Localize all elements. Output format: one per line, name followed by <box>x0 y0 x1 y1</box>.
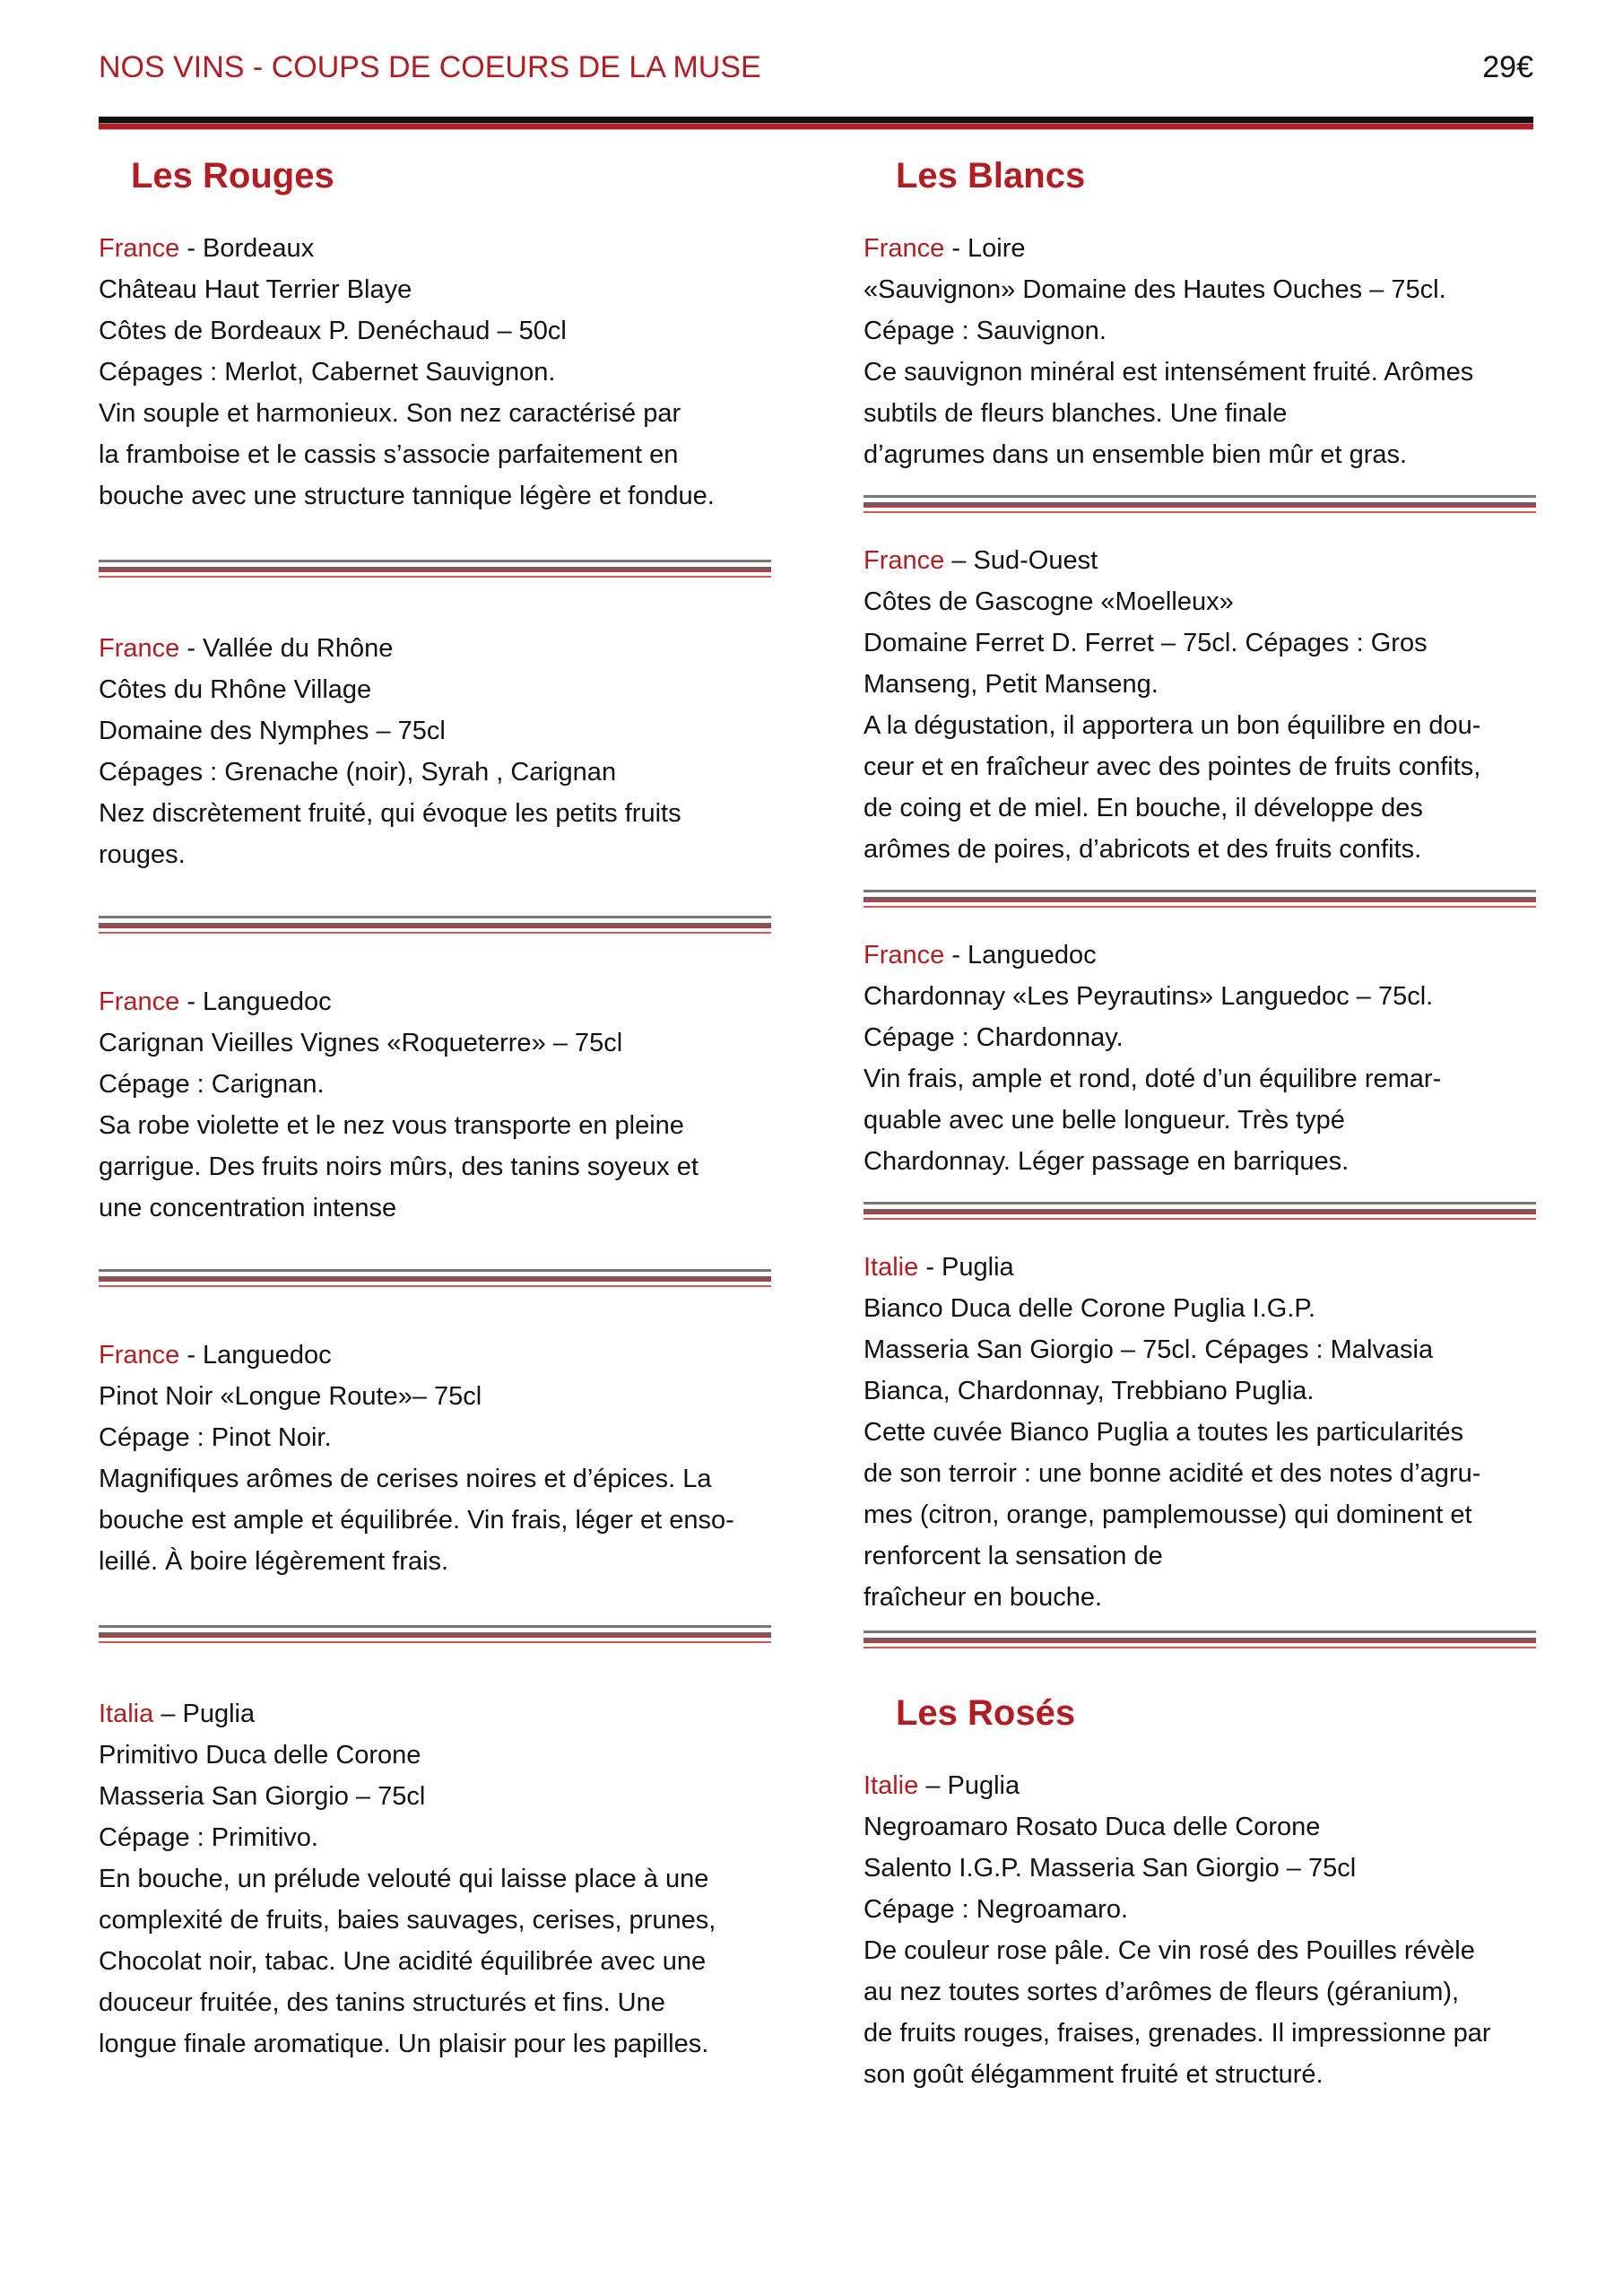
wine-description-line: Masseria San Giorgio – 75cl. Cépages : Malvasia <box>864 1335 1434 1364</box>
wine-description-line: longue finale aromatique. Un plaisir pour les papilles. <box>99 2030 709 2058</box>
wine-description-line: Masseria San Giorgio – 75cl <box>99 1782 426 1811</box>
wine-origin <box>864 1765 1536 1806</box>
wine-description-line: fraîcheur en bouche. <box>864 1583 1103 1612</box>
wine-entry <box>99 1335 771 1582</box>
wine-description-line: subtils de fleurs blanches. Une finale <box>864 399 1288 428</box>
wine-name: Chardonnay «Les Peyrautins» Languedoc – 75cl. <box>864 982 1434 1011</box>
wine-entry <box>864 228 1536 475</box>
wine-region: Languedoc <box>203 1341 332 1370</box>
divider <box>99 560 771 578</box>
wine-country: France <box>99 987 180 1016</box>
wine-description-line: A la dégustation, il apportera un bon équilibre en dou- <box>864 711 1481 740</box>
page-title: NOS VINS - COUPS DE COEURS DE LA MUSE <box>99 50 761 84</box>
wine-description-line: renforcent la sensation de <box>864 1542 1163 1570</box>
wine-entry <box>864 935 1536 1182</box>
wine-description-line: Cette cuvée Bianco Puglia a toutes les particularités <box>864 1418 1463 1447</box>
wine-description-line: Vin souple et harmonieux. Son nez caractérisé par <box>99 399 681 428</box>
wine-country: France <box>99 1341 180 1370</box>
divider <box>864 890 1536 908</box>
wine-description-line: De couleur rose pâle. Ce vin rosé des Pouilles révèle <box>864 1936 1475 1965</box>
divider <box>99 1269 771 1287</box>
wine-description-line: quable avec une belle longueur. Très typé <box>864 1106 1345 1135</box>
wine-list-rouges <box>99 228 771 2065</box>
origin-separator: - <box>179 634 204 663</box>
section-title-roses: Les Rosés <box>896 1693 1076 1733</box>
wine-region: Languedoc <box>203 987 332 1016</box>
wine-entry <box>99 981 771 1229</box>
wine-name: Negroamaro Rosato Duca delle Corone <box>864 1813 1321 1841</box>
wine-description-line: mes (citron, orange, pamplemousse) qui dominent et <box>864 1500 1472 1529</box>
wine-country: France <box>99 634 180 663</box>
wine-entry <box>864 540 1536 870</box>
wine-name: Bianco Duca delle Corone Puglia I.G.P. <box>864 1294 1316 1323</box>
wine-origin <box>99 1693 771 1735</box>
origin-separator: – <box>944 546 974 575</box>
wine-description-line: ceur et en fraîcheur avec des pointes de fruits confits, <box>864 752 1481 781</box>
divider <box>864 495 1536 513</box>
origin-separator: - <box>179 234 204 263</box>
origin-separator: - <box>179 1341 204 1370</box>
wine-entry <box>99 1693 771 2065</box>
wine-region: Puglia <box>182 1700 256 1728</box>
column-blancs-roses <box>864 135 1536 2095</box>
origin-separator: - <box>944 234 968 263</box>
wine-country: France <box>864 234 945 263</box>
wine-description-line: de fruits rouges, fraises, grenades. Il impressionne par <box>864 2019 1491 2048</box>
wine-country: France <box>99 234 180 263</box>
wine-description-line: Cépages : Grenache (noir), Syrah , Carignan <box>99 758 617 787</box>
wine-description-line: Domaine des Nymphes – 75cl <box>99 717 446 745</box>
wine-description-line: Cépage : Negroamaro. <box>864 1895 1128 1924</box>
wine-description-line: Cépage : Pinot Noir. <box>99 1423 332 1452</box>
divider <box>99 916 771 934</box>
wine-region: Languedoc <box>968 941 1097 970</box>
wine-description-line: Magnifiques arômes de cerises noires et d’épices. La <box>99 1465 712 1493</box>
wine-entry <box>864 1247 1536 1618</box>
origin-separator: – <box>918 1771 948 1800</box>
divider <box>99 1625 771 1643</box>
wine-name: Pinot Noir «Longue Route»– 75cl <box>99 1382 482 1411</box>
wine-description-line: garrigue. Des fruits noirs mûrs, des tanins soyeux et <box>99 1152 699 1181</box>
wine-origin <box>864 1247 1536 1288</box>
wine-country: Italie <box>864 1253 919 1282</box>
wine-name: Primitivo Duca delle Corone <box>99 1741 421 1770</box>
wine-description-line: une concentration intense <box>99 1194 397 1222</box>
wine-origin <box>99 628 771 669</box>
wine-list-roses <box>864 1765 1536 2095</box>
wine-description-line: Chocolat noir, tabac. Une acidité équilibrée avec une <box>99 1947 707 1976</box>
wine-region: Vallée du Rhône <box>203 634 394 663</box>
wine-description-line: la framboise et le cassis s’associe parfaitement en <box>99 440 679 469</box>
wine-description-line: Sa robe violette et le nez vous transporte en pleine <box>99 1111 684 1140</box>
wine-description-line: Salento I.G.P. Masseria San Giorgio – 75cl <box>864 1854 1357 1883</box>
wine-origin <box>99 1335 771 1376</box>
wine-description-line: Bianca, Chardonnay, Trebbiano Puglia. <box>864 1377 1315 1405</box>
price-label: 29€ <box>1482 50 1533 84</box>
wine-origin <box>99 228 771 269</box>
wine-country: Italie <box>864 1771 919 1800</box>
wine-origin <box>99 981 771 1022</box>
wine-entry <box>864 1765 1536 2095</box>
wine-description-line: Cépages : Merlot, Cabernet Sauvignon. <box>99 358 556 387</box>
wine-origin <box>864 228 1536 269</box>
wine-region: Puglia <box>947 1771 1020 1800</box>
wine-description-line: bouche avec une structure tannique légère et fondue. <box>99 482 715 510</box>
wine-name: «Sauvignon» Domaine des Hautes Ouches – 75cl. <box>864 275 1446 304</box>
wine-region: Puglia <box>942 1253 1014 1282</box>
divider <box>864 1631 1536 1648</box>
wine-entry <box>99 628 771 875</box>
origin-separator: - <box>918 1253 942 1282</box>
wine-name: Château Haut Terrier Blaye <box>99 275 412 304</box>
wine-description-line: Vin frais, ample et rond, doté d’un équilibre remar- <box>864 1065 1442 1093</box>
wine-description-line: son goût élégamment fruité et structuré. <box>864 2060 1324 2089</box>
wine-description-line: Ce sauvignon minéral est intensément fruité. Arômes <box>864 358 1474 387</box>
wine-description-line: Cépage : Primitivo. <box>99 1823 318 1852</box>
wine-description-line: Nez discrètement fruité, qui évoque les petits fruits <box>99 799 681 828</box>
section-title-rouges: Les Rouges <box>131 156 334 196</box>
origin-separator: – <box>153 1700 183 1728</box>
wine-description-line: Côtes de Bordeaux P. Denéchaud – 50cl <box>99 317 567 345</box>
wine-description-line: Cépage : Carignan. <box>99 1070 325 1099</box>
wine-description-line: bouche est ample et équilibrée. Vin frais, léger et enso- <box>99 1506 734 1535</box>
wine-country: France <box>864 941 945 970</box>
wine-description-line: de son terroir : une bonne acidité et des notes d’agru- <box>864 1459 1481 1488</box>
wine-description-line: Cépage : Sauvignon. <box>864 317 1107 345</box>
wine-description-line: au nez toutes sortes d’arômes de fleurs (géranium), <box>864 1978 1460 2006</box>
wine-description-line: douceur fruitée, des tanins structurés et fins. Une <box>99 1988 665 2017</box>
header-rule <box>99 117 1533 130</box>
wine-region: Loire <box>968 234 1026 263</box>
wine-entry <box>99 228 771 517</box>
wine-description-line: leillé. À boire légèrement frais. <box>99 1547 449 1576</box>
wine-region: Bordeaux <box>203 234 315 263</box>
wine-origin <box>864 935 1536 976</box>
wine-description-line: Domaine Ferret D. Ferret – 75cl. Cépages : Gros <box>864 629 1428 657</box>
origin-separator: - <box>944 941 968 970</box>
wine-name: Côtes du Rhône Village <box>99 675 372 704</box>
wine-description-line: rouges. <box>99 840 186 869</box>
wine-country: France <box>864 546 945 575</box>
wine-description-line: Manseng, Petit Manseng. <box>864 670 1159 699</box>
wine-description-line: Chardonnay. Léger passage en barriques. <box>864 1147 1350 1176</box>
wine-description-line: d’agrumes dans un ensemble bien mûr et gras. <box>864 440 1408 469</box>
wine-name: Côtes de Gascogne «Moelleux» <box>864 587 1234 616</box>
wine-description-line: Cépage : Chardonnay. <box>864 1023 1124 1052</box>
wine-description-line: complexité de fruits, baies sauvages, cerises, prunes, <box>99 1906 716 1935</box>
wine-list-blancs <box>864 228 1536 1648</box>
wine-description-line: de coing et de miel. En bouche, il développe des <box>864 794 1423 822</box>
origin-separator: - <box>179 987 204 1016</box>
wine-region: Sud-Ouest <box>973 546 1098 575</box>
wine-country: Italia <box>99 1700 154 1728</box>
column-rouges <box>99 135 771 2065</box>
wine-description-line: arômes de poires, d’abricots et des fruits confits. <box>864 835 1422 864</box>
wine-name: Carignan Vieilles Vignes «Roqueterre» – 75cl <box>99 1029 623 1057</box>
divider <box>864 1202 1536 1220</box>
wine-description-line: En bouche, un prélude velouté qui laisse place à une <box>99 1865 709 1893</box>
section-title-blancs: Les Blancs <box>896 156 1086 196</box>
wine-origin <box>864 540 1536 581</box>
